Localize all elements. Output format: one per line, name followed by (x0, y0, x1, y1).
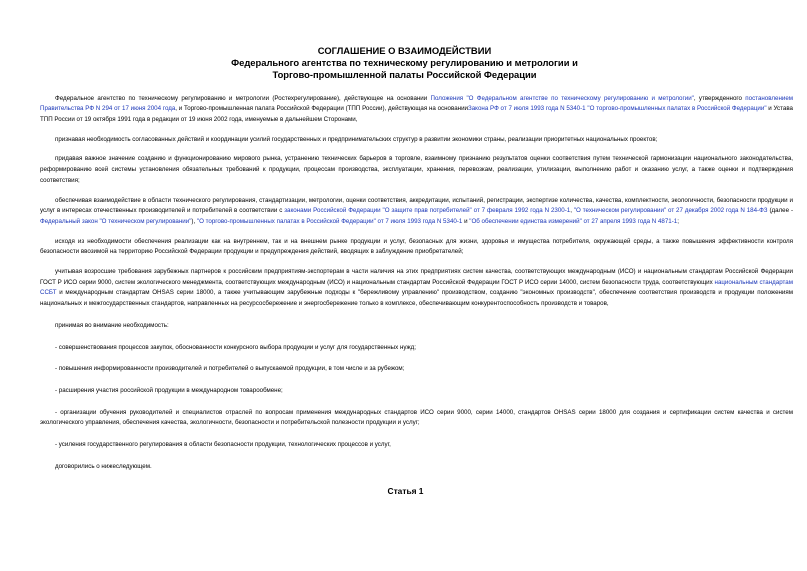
paragraph-text: и Устава ТПП России от 19 октября 1991 года в редакции от 19 июня 2002 года, именуемые в дальнейшем Сторонами, (40, 105, 793, 124)
paragraph-parties (40, 94, 793, 126)
list-item-regulation: - усиления государственного регулирования в области безопасности продукции, технологических процессов и услуг, (55, 441, 391, 449)
paragraph-agreed: договорились о нижеследующем. (55, 462, 152, 470)
paragraph-recognizing: признавая необходимость согласованных действий и координации усилий государственных и предпринимательских структур в развитии экономики страны, реализации приоритетных национальных проектов; (55, 135, 658, 143)
document-title (40, 45, 793, 82)
paragraph-considering: принимая во внимание необходимость: (55, 321, 169, 329)
paragraph-text: учитывая возросшие требования зарубежных партнеров к российским предприятиям-экспортерам в части наличия на этих предприятиях систем качества, соответствующих международным (ИСО) и национальным стандартам Российской Федерации ГОСТ Р ИСО серии 9000, систем экологического менеджмента, соответствующих международным (ИСО) и национальным стандартам Российской Федерации ГОСТ Р ИСО серии 14000, систем безопасности труда, соответствующих (40, 268, 793, 286)
paragraph-text: Федеральное агентство по техническому регулированию и метрологии (Ростехрегулирование), действующее на основании (55, 94, 431, 102)
paragraph-text: , утвержденного (693, 94, 746, 102)
paragraph-text: , и Торгово-промышленная палата Российской Федерации (ТПП России), действующая на основании (175, 105, 468, 113)
paragraph-text: (далее - (767, 207, 794, 215)
list-item-trade: - расширения участия российской продукции в международном товарообмене; (55, 386, 283, 394)
paragraph-text: обеспечивая взаимодействие в области технического регулирования, стандартизации, метрологии, оценки соответствия, аккредитации, испытаний, регистрации, экспертизе количества, качества, комплектности, экологичности, безопасности продукции и услуг в интересах отечественных производителей и потребителей в соответствии с (40, 196, 793, 215)
link-chambers-law[interactable]: "О торгово-промышленных палатах в Российской Федерации" от 7 июля 1993 года N 5340-1 (196, 217, 463, 225)
link-chamber-law[interactable]: Закона РФ от 7 июля 1993 года N 5340-1 "О торгово-промышленных палатах в Российской Федерации" (468, 105, 767, 113)
article-heading: Статья 1 (387, 486, 424, 497)
list-item-awareness: - повышения информированности производителей и потребителей о выпускаемой продукции, в том числе и за рубежом; (55, 365, 405, 373)
paragraph-importance: придавая важное значение созданию и функционированию мирового рынка, устранению технических барьеров в торговле, взаимному признанию результатов оценки соответствия путем технической гармонизации национального законодательства, реформированию всей системы установления обязательных требований к продукции, процессам производства, эксплуатации, хранения, перевозкам, реализации, утилизации, выполнению работ и оказанию услуг, а также оценки и подтверждения соответствия; (40, 155, 793, 184)
paragraph-text: ), (191, 217, 197, 225)
paragraph-necessity: исходя из необходимости обеспечения реализации как на внутреннем, так и на внешнем рынке продукции и услуг, безопасных для жизни, здоровья и имущества потребителя, окружающей среды, а также повышения эффективности контроля безопасности ввозимой на территорию Российской Федерации продукции и предупреждения действий, вводящих в заблуждение приобретателей; (40, 237, 793, 256)
paragraph-text: и (462, 217, 470, 225)
link-measurement-law[interactable]: "Об обеспечении единства измерений" от 27 апреля 1993 года N 4871-1 (469, 217, 678, 225)
title-line-1: СОГЛАШЕНИЕ О ВЗАИМОДЕЙСТВИИ (317, 45, 492, 56)
list-item-procurement: - совершенствования процессов закупок, обоснованности конкурсного выбора продукции и услуг для государственных нужд; (55, 343, 416, 351)
link-consumer-rights-law[interactable]: законами Российской Федерации "О защите прав потребителей" от 7 февраля 1992 года N 2300-1 (284, 207, 571, 215)
paragraph-text: и международным стандартам OHSAS серии 18000, а также учитывающим зарубежные подходы к "бережливому управлению" производством, созданию "экономных производств", обеспечение соответствия производств и продукции положениям национальных и межгосударственных стандартов, направленных на ресурсосбережение и энергосбережение только в комплексе, обеспечивающим конкурентоспособность производств и товаров, (40, 289, 793, 308)
link-federal-law[interactable]: Федеральный закон "О техническом регулировании" (40, 217, 192, 225)
link-tech-regulation-law[interactable]: "О техническом регулировании" от 27 декабря 2002 года N 184-ФЗ (573, 207, 768, 215)
paragraph-requirements (40, 267, 793, 310)
link-regulation[interactable]: Положения "О Федеральном агентстве по техническому регулированию и метрологии" (430, 94, 694, 102)
paragraph-cooperation (40, 196, 793, 228)
paragraph-text: ; (677, 217, 679, 225)
list-item-training: - организации обучения руководителей и специалистов отраслей по вопросам применения международных стандартов ИСО серии 9000, серии 14000, стандартов OHSAS серии 18000 для создания и сертификации систем качества и систем экологического управления, обеспечения качества, экологичности, безопасности и потребительской полезности продукции и услуг; (40, 408, 793, 427)
link-ssbt-standards[interactable]: национальным стандартам ССБТ (40, 278, 793, 297)
title-line-2: Федерального агентства по техническому регулированию и метрологии и (231, 57, 578, 69)
link-government-decree[interactable]: постановлением Правительства РФ N 294 от 17 июня 2004 года (40, 94, 794, 113)
title-line-3: Торгово-промышленной палаты Российской Федерации (272, 69, 537, 81)
paragraph-text: , (570, 207, 574, 215)
